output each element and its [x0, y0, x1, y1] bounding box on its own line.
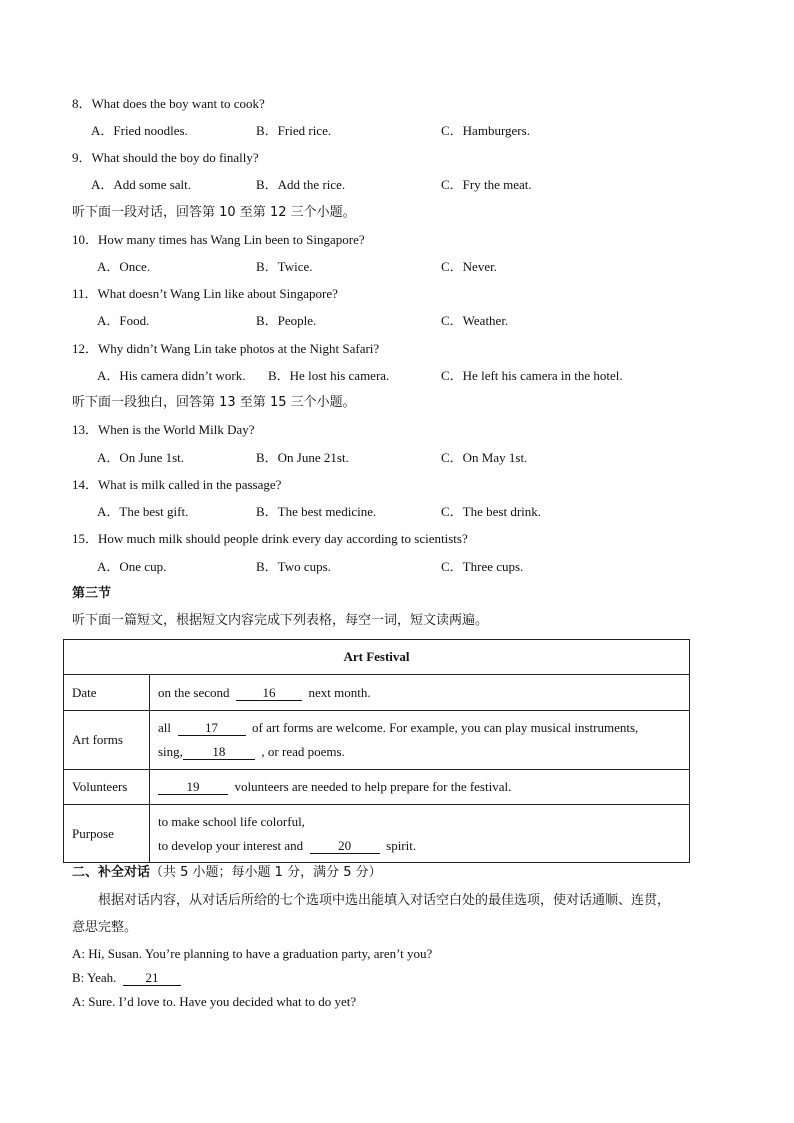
- question-13: 13．When is the World Milk Day?: [72, 422, 255, 437]
- q11-option-b: B．People.: [256, 313, 317, 328]
- question-10: 10．How many times has Wang Lin been to Singapore?: [72, 232, 365, 247]
- q12-option-a: A．His camera didn’t work.: [97, 368, 246, 383]
- blank-17: 17: [178, 721, 246, 736]
- instruction-10-12: 听下面一段对话，回答第 10 至第 12 三个小题。: [72, 205, 356, 220]
- instruction-13-15: 听下面一段独白，回答第 13 至第 15 三个小题。: [72, 395, 356, 410]
- table-row-date: [64, 675, 690, 711]
- section3-heading: 第三节: [72, 586, 112, 601]
- q14-option-a: A．The best gift.: [97, 504, 189, 519]
- q9-option-a: A．Add some salt.: [91, 177, 192, 192]
- q13-option-c: C．On May 1st.: [441, 450, 528, 465]
- question-8: 8．What does the boy want to cook?: [72, 96, 265, 111]
- section3-instruction: 听下面一篇短文，根据短文内容完成下列表格，每空一词，短文读两遍。: [72, 613, 489, 628]
- art-festival-table: [63, 639, 690, 863]
- dialog-line-3: A: Sure. I’d love to. Have you decided what to do yet?: [72, 994, 357, 1009]
- q15-option-a: A．One cup.: [97, 559, 167, 574]
- part2-instruction-line1: 根据对话内容，从对话后所给的七个选项中选出能填入对话空白处的最佳选项，使对话通顺、连贯，: [98, 893, 671, 908]
- part2-instruction-line2: 意思完整。: [72, 920, 138, 935]
- q13-option-b: B．On June 21st.: [256, 450, 349, 465]
- row-content-date: on the second 16 next month.: [150, 675, 690, 711]
- blank-19: 19: [158, 780, 228, 795]
- q11-option-a: A．Food.: [97, 313, 150, 328]
- q14-option-b: B．The best medicine.: [256, 504, 377, 519]
- q15-option-c: C．Three cups.: [441, 559, 524, 574]
- question-15: 15．How much milk should people drink every day according to scientists?: [72, 531, 468, 546]
- table-row-art-forms: [64, 711, 690, 770]
- q11-option-c: C．Weather.: [441, 313, 509, 328]
- q8-option-c: C．Hamburgers.: [441, 123, 530, 138]
- dialog-line-2: B: Yeah. 21: [72, 970, 181, 986]
- question-12: 12．Why didn’t Wang Lin take photos at the Night Safari?: [72, 341, 380, 356]
- q8-option-a: A．Fried noodles.: [91, 123, 188, 138]
- q10-option-c: C．Never.: [441, 259, 497, 274]
- q14-option-c: C．The best drink.: [441, 504, 542, 519]
- row-label-art-forms: Art forms: [64, 711, 150, 770]
- dialog-line-1: A: Hi, Susan. You’re planning to have a graduation party, aren’t you?: [72, 946, 433, 961]
- blank-16: 16: [236, 686, 302, 701]
- q10-option-b: B．Twice.: [256, 259, 313, 274]
- q13-option-a: A．On June 1st.: [97, 450, 185, 465]
- q10-option-a: A．Once.: [97, 259, 151, 274]
- table-title-row: [64, 640, 690, 675]
- table-title: Art Festival: [64, 640, 690, 675]
- q12-option-b: B．He lost his camera.: [268, 368, 390, 383]
- blank-18: 18: [183, 745, 255, 760]
- row-content-art-forms: all 17 of art forms are welcome. For example, you can play musical instruments, sing, 18 , or read poems.: [150, 711, 690, 770]
- question-14: 14．What is milk called in the passage?: [72, 477, 282, 492]
- q15-option-b: B．Two cups.: [256, 559, 331, 574]
- blank-21: 21: [123, 971, 181, 986]
- row-content-purpose: to make school life colorful, to develop your interest and 20 spirit.: [150, 805, 690, 863]
- q8-option-b: B．Fried rice.: [256, 123, 332, 138]
- q9-option-c: C．Fry the meat.: [441, 177, 532, 192]
- table-row-volunteers: [64, 770, 690, 805]
- row-label-volunteers: Volunteers: [64, 770, 150, 805]
- table-row-purpose: [64, 805, 690, 863]
- q12-option-c: C．He left his camera in the hotel.: [441, 368, 623, 383]
- row-content-volunteers: 19 volunteers are needed to help prepare for the festival.: [150, 770, 690, 805]
- question-9: 9．What should the boy do finally?: [72, 150, 259, 165]
- blank-20: 20: [310, 839, 380, 854]
- row-label-purpose: Purpose: [64, 805, 150, 863]
- question-11: 11．What doesn’t Wang Lin like about Singapore?: [72, 286, 338, 301]
- row-label-date: Date: [64, 675, 150, 711]
- q9-option-b: B．Add the rice.: [256, 177, 346, 192]
- part2-heading: 二、补全对话（共 5 小题；每小题 1 分，满分 5 分）: [72, 865, 382, 880]
